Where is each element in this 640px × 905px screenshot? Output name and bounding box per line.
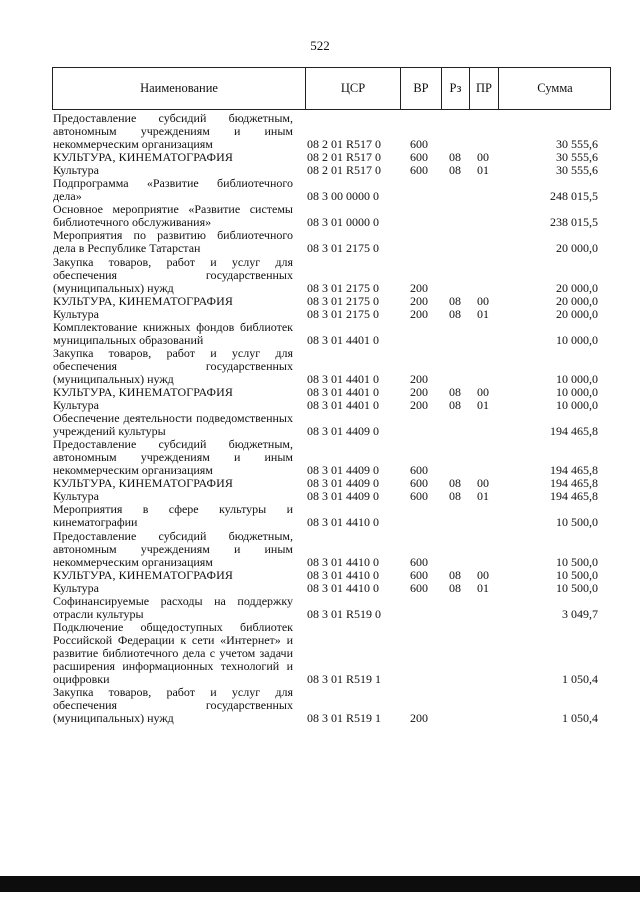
row-name: Закупка товаров, работ и услуг для обеспечения государственных (муниципальных) нужд [53,345,293,386]
table-row [53,229,610,255]
row-sum: 1 050,4 [562,672,598,687]
row-sum: 1 050,4 [562,711,598,726]
row-name: КУЛЬТУРА, КИНЕМАТОГРАФИЯ [53,476,233,491]
row-name: Предоставление субсидий бюджетным, автономным учреждениям и иным некоммерческим организациям [53,528,293,569]
row-pr: 01 [477,163,489,178]
row-vr: 600 [410,489,428,504]
row-sum: 20 000,0 [556,306,598,321]
row-csr: 08 3 01 4401 0 [307,371,379,386]
row-sum: 3 049,7 [562,606,598,621]
row-pr: 01 [477,398,489,413]
scan-border [0,876,640,892]
row-csr: 08 2 01 R517 0 [307,163,382,178]
row-csr: 08 3 00 0000 0 [307,189,379,204]
row-name: Закупка товаров, работ и услуг для обеспечения государственных (муниципальных) нужд [53,254,293,295]
row-csr: 08 3 01 2175 0 [307,293,379,308]
row-sum: 194 465,8 [550,424,598,439]
row-vr: 200 [410,384,428,399]
row-rz: 08 [449,293,461,308]
table-row [53,347,610,386]
row-sum: 238 015,5 [550,215,598,230]
row-rz: 08 [449,306,461,321]
row-csr: 08 3 01 4401 0 [307,384,379,399]
row-pr: 00 [477,384,489,399]
row-csr: 08 3 01 4409 0 [307,489,379,504]
row-sum: 10 500,0 [556,580,598,595]
row-vr: 600 [410,463,428,478]
row-name: Культура [53,489,99,504]
row-sum: 20 000,0 [556,293,598,308]
row-csr: 08 3 01 2175 0 [307,241,379,256]
row-vr: 600 [410,150,428,165]
row-sum: 10 000,0 [556,332,598,347]
row-sum: 10 500,0 [556,554,598,569]
row-rz: 08 [449,384,461,399]
row-vr: 200 [410,371,428,386]
table-row [53,203,610,229]
row-name: Комплектование книжных фондов библиотек муниципальных образований [53,319,293,347]
header-rz: Рз [442,68,470,109]
row-name: Предоставление субсидий бюджетным, автономным учреждениям и иным некоммерческим организациям [53,437,293,478]
row-vr: 600 [410,567,428,582]
row-csr: 08 3 01 4401 0 [307,332,379,347]
row-csr: 08 3 01 4401 0 [307,398,379,413]
row-name: Предоставление субсидий бюджетным, автономным учреждениям и иным некоммерческим организациям [53,111,293,152]
row-pr: 01 [477,489,489,504]
row-csr: 08 3 01 2175 0 [307,280,379,295]
table-row [53,503,610,529]
table-row [53,438,610,477]
row-csr: 08 3 01 4409 0 [307,476,379,491]
header-pr: ПР [470,68,499,109]
row-sum: 10 000,0 [556,384,598,399]
table-row [53,530,610,569]
page-number: 522 [310,38,330,53]
row-vr: 600 [410,476,428,491]
row-vr: 600 [410,554,428,569]
row-csr: 08 3 01 4410 0 [307,515,379,530]
row-csr: 08 3 01 4410 0 [307,580,379,595]
row-name: КУЛЬТУРА, КИНЕМАТОГРАФИЯ [53,384,233,399]
row-vr: 600 [410,163,428,178]
table-row [53,308,610,321]
row-vr: 200 [410,293,428,308]
row-sum: 194 465,8 [550,476,598,491]
row-sum: 10 000,0 [556,371,598,386]
row-name: Культура [53,163,99,178]
row-name: Культура [53,398,99,413]
table-row [53,412,610,438]
row-name: КУЛЬТУРА, КИНЕМАТОГРАФИЯ [53,293,233,308]
table-row [53,686,610,725]
row-csr: 08 2 01 R517 0 [307,137,382,152]
row-name: Мероприятия в сфере культуры и кинематографии [53,502,293,530]
table-row [53,569,610,582]
row-sum: 30 555,6 [556,163,598,178]
row-csr: 08 3 01 4410 0 [307,554,379,569]
row-vr: 200 [410,398,428,413]
row-csr: 08 3 01 4409 0 [307,424,379,439]
table-row [53,595,610,621]
row-rz: 08 [449,398,461,413]
table-row [53,112,610,151]
row-name: Закупка товаров, работ и услуг для обеспечения государственных (муниципальных) нужд [53,685,293,726]
row-csr: 08 3 01 4409 0 [307,463,379,478]
row-pr: 00 [477,150,489,165]
row-sum: 30 555,6 [556,150,598,165]
table-body [53,112,610,725]
table-row [53,256,610,295]
row-sum: 10 500,0 [556,567,598,582]
row-csr: 08 3 01 R519 0 [307,606,382,621]
table-row [53,321,610,347]
row-rz: 08 [449,163,461,178]
row-sum: 194 465,8 [550,489,598,504]
row-csr: 08 3 01 R519 1 [307,711,382,726]
table-row [53,295,610,308]
row-pr: 01 [477,580,489,595]
row-rz: 08 [449,489,461,504]
row-pr: 00 [477,293,489,308]
row-vr: 200 [410,306,428,321]
row-pr: 01 [477,306,489,321]
row-name: Софинансируемые расходы на поддержку отрасли культуры [53,593,293,621]
row-sum: 248 015,5 [550,189,598,204]
row-name: Культура [53,306,99,321]
row-name: Мероприятия по развитию библиотечного дела в Республике Татарстан [53,228,293,256]
table-row [53,621,610,686]
row-sum: 20 000,0 [556,241,598,256]
row-csr: 08 3 01 0000 0 [307,215,379,230]
row-csr: 08 3 01 R519 1 [307,672,382,687]
row-sum: 30 555,6 [556,137,598,152]
row-name: Культура [53,580,99,595]
row-sum: 10 000,0 [556,398,598,413]
row-sum: 194 465,8 [550,463,598,478]
row-name: Подпрограмма «Развитие библиотечного дела» [53,176,293,204]
row-vr: 200 [410,711,428,726]
row-csr: 08 2 01 R517 0 [307,150,382,165]
row-pr: 00 [477,476,489,491]
row-csr: 08 3 01 2175 0 [307,306,379,321]
table-row [53,177,610,203]
header-name: Наименование [53,68,306,109]
row-rz: 08 [449,150,461,165]
row-rz: 08 [449,476,461,491]
table-row [53,582,610,595]
header-vr: ВР [401,68,442,109]
row-sum: 20 000,0 [556,280,598,295]
header-sum: Сумма [537,81,573,95]
row-name: Обеспечение деятельности подведомственных учреждений культуры [53,411,293,439]
header-csr: ЦСР [306,68,401,109]
row-rz: 08 [449,580,461,595]
row-rz: 08 [449,567,461,582]
row-name: Подключение общедоступных библиотек Российской Федерации к сети «Интернет» и развитие библиотечного дела с учетом задачи расширения информационных технологий и оцифровки [53,619,293,687]
row-vr: 600 [410,137,428,152]
table-header [52,67,611,110]
row-name: КУЛЬТУРА, КИНЕМАТОГРАФИЯ [53,150,233,165]
row-name: Основное мероприятие «Развитие системы библиотечного обслуживания» [53,202,293,230]
row-sum: 10 500,0 [556,515,598,530]
row-pr: 00 [477,567,489,582]
row-vr: 600 [410,580,428,595]
row-csr: 08 3 01 4410 0 [307,567,379,582]
row-name: КУЛЬТУРА, КИНЕМАТОГРАФИЯ [53,567,233,582]
row-vr: 200 [410,280,428,295]
